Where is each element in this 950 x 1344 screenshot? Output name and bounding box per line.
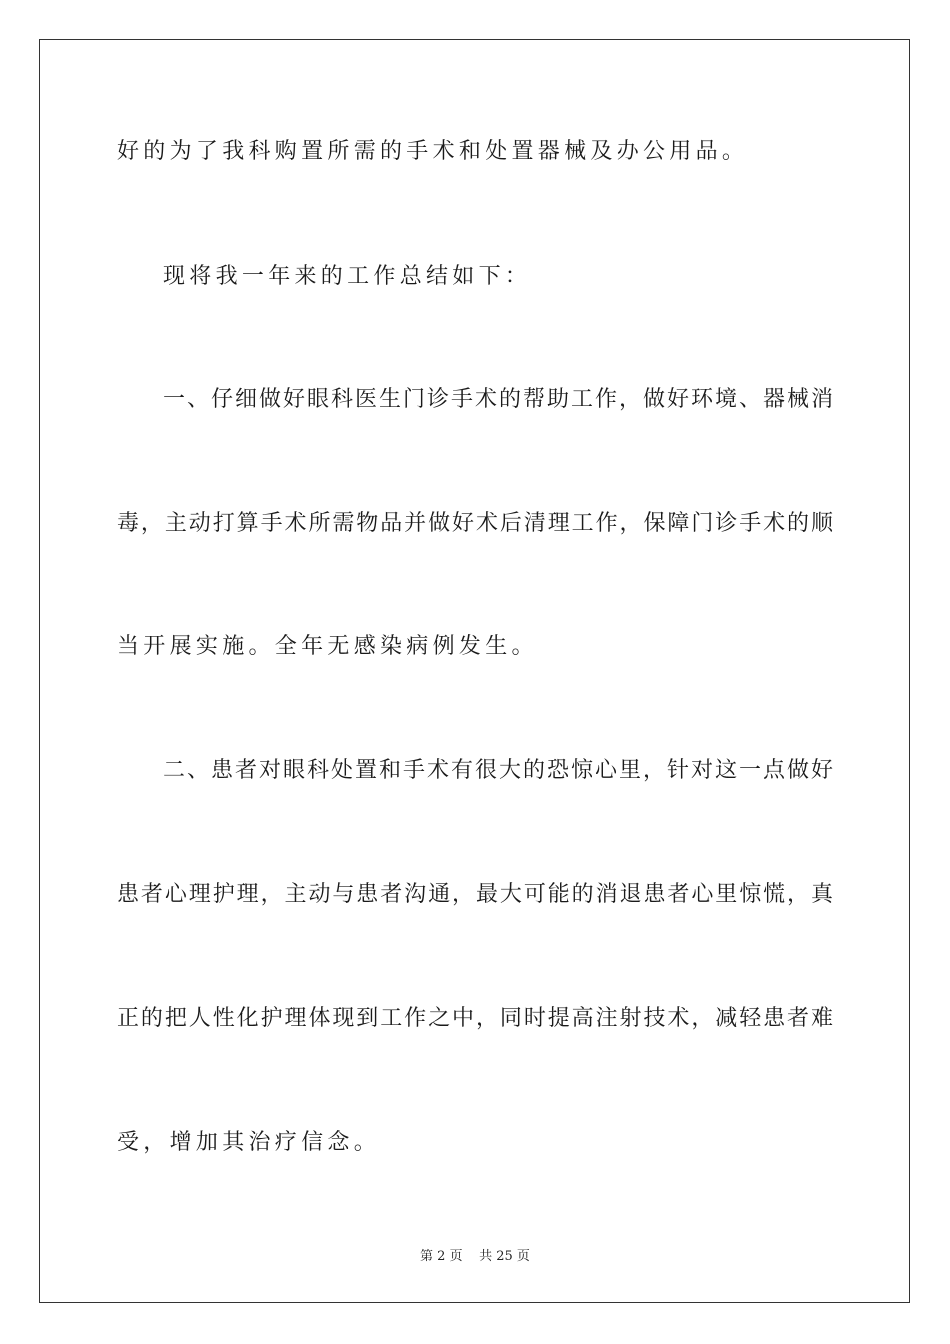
- text-line-1: 好的为了我科购置所需的手术和处置器械及办公用品。: [117, 139, 749, 164]
- text-line-4: 毒，主动打算手术所需物品并做好术后清理工作，保障门诊手术的顺: [117, 511, 833, 536]
- page-footer: [0, 1245, 950, 1264]
- text-line-2: 现将我一年来的工作总结如下：: [163, 264, 532, 289]
- text-line-3: 一、仔细做好眼科医生门诊手术的帮助工作，做好环境、器械消: [163, 387, 833, 412]
- page-total: 共 25 页: [479, 1249, 530, 1264]
- text-line-9: 受，增加其治疗信念。: [117, 1130, 381, 1155]
- text-line-5: 当开展实施。全年无感染病例发生。: [117, 634, 538, 659]
- text-line-8: 正的把人性化护理体现到工作之中，同时提高注射技术，减轻患者难: [117, 1006, 833, 1031]
- page-number: 第 2 页: [420, 1249, 463, 1264]
- page-border: [39, 39, 910, 1303]
- text-line-6: 二、患者对眼科处置和手术有很大的恐惊心里，针对这一点做好: [163, 758, 833, 783]
- text-line-7: 患者心理护理，主动与患者沟通，最大可能的消退患者心里惊慌，真: [117, 882, 833, 907]
